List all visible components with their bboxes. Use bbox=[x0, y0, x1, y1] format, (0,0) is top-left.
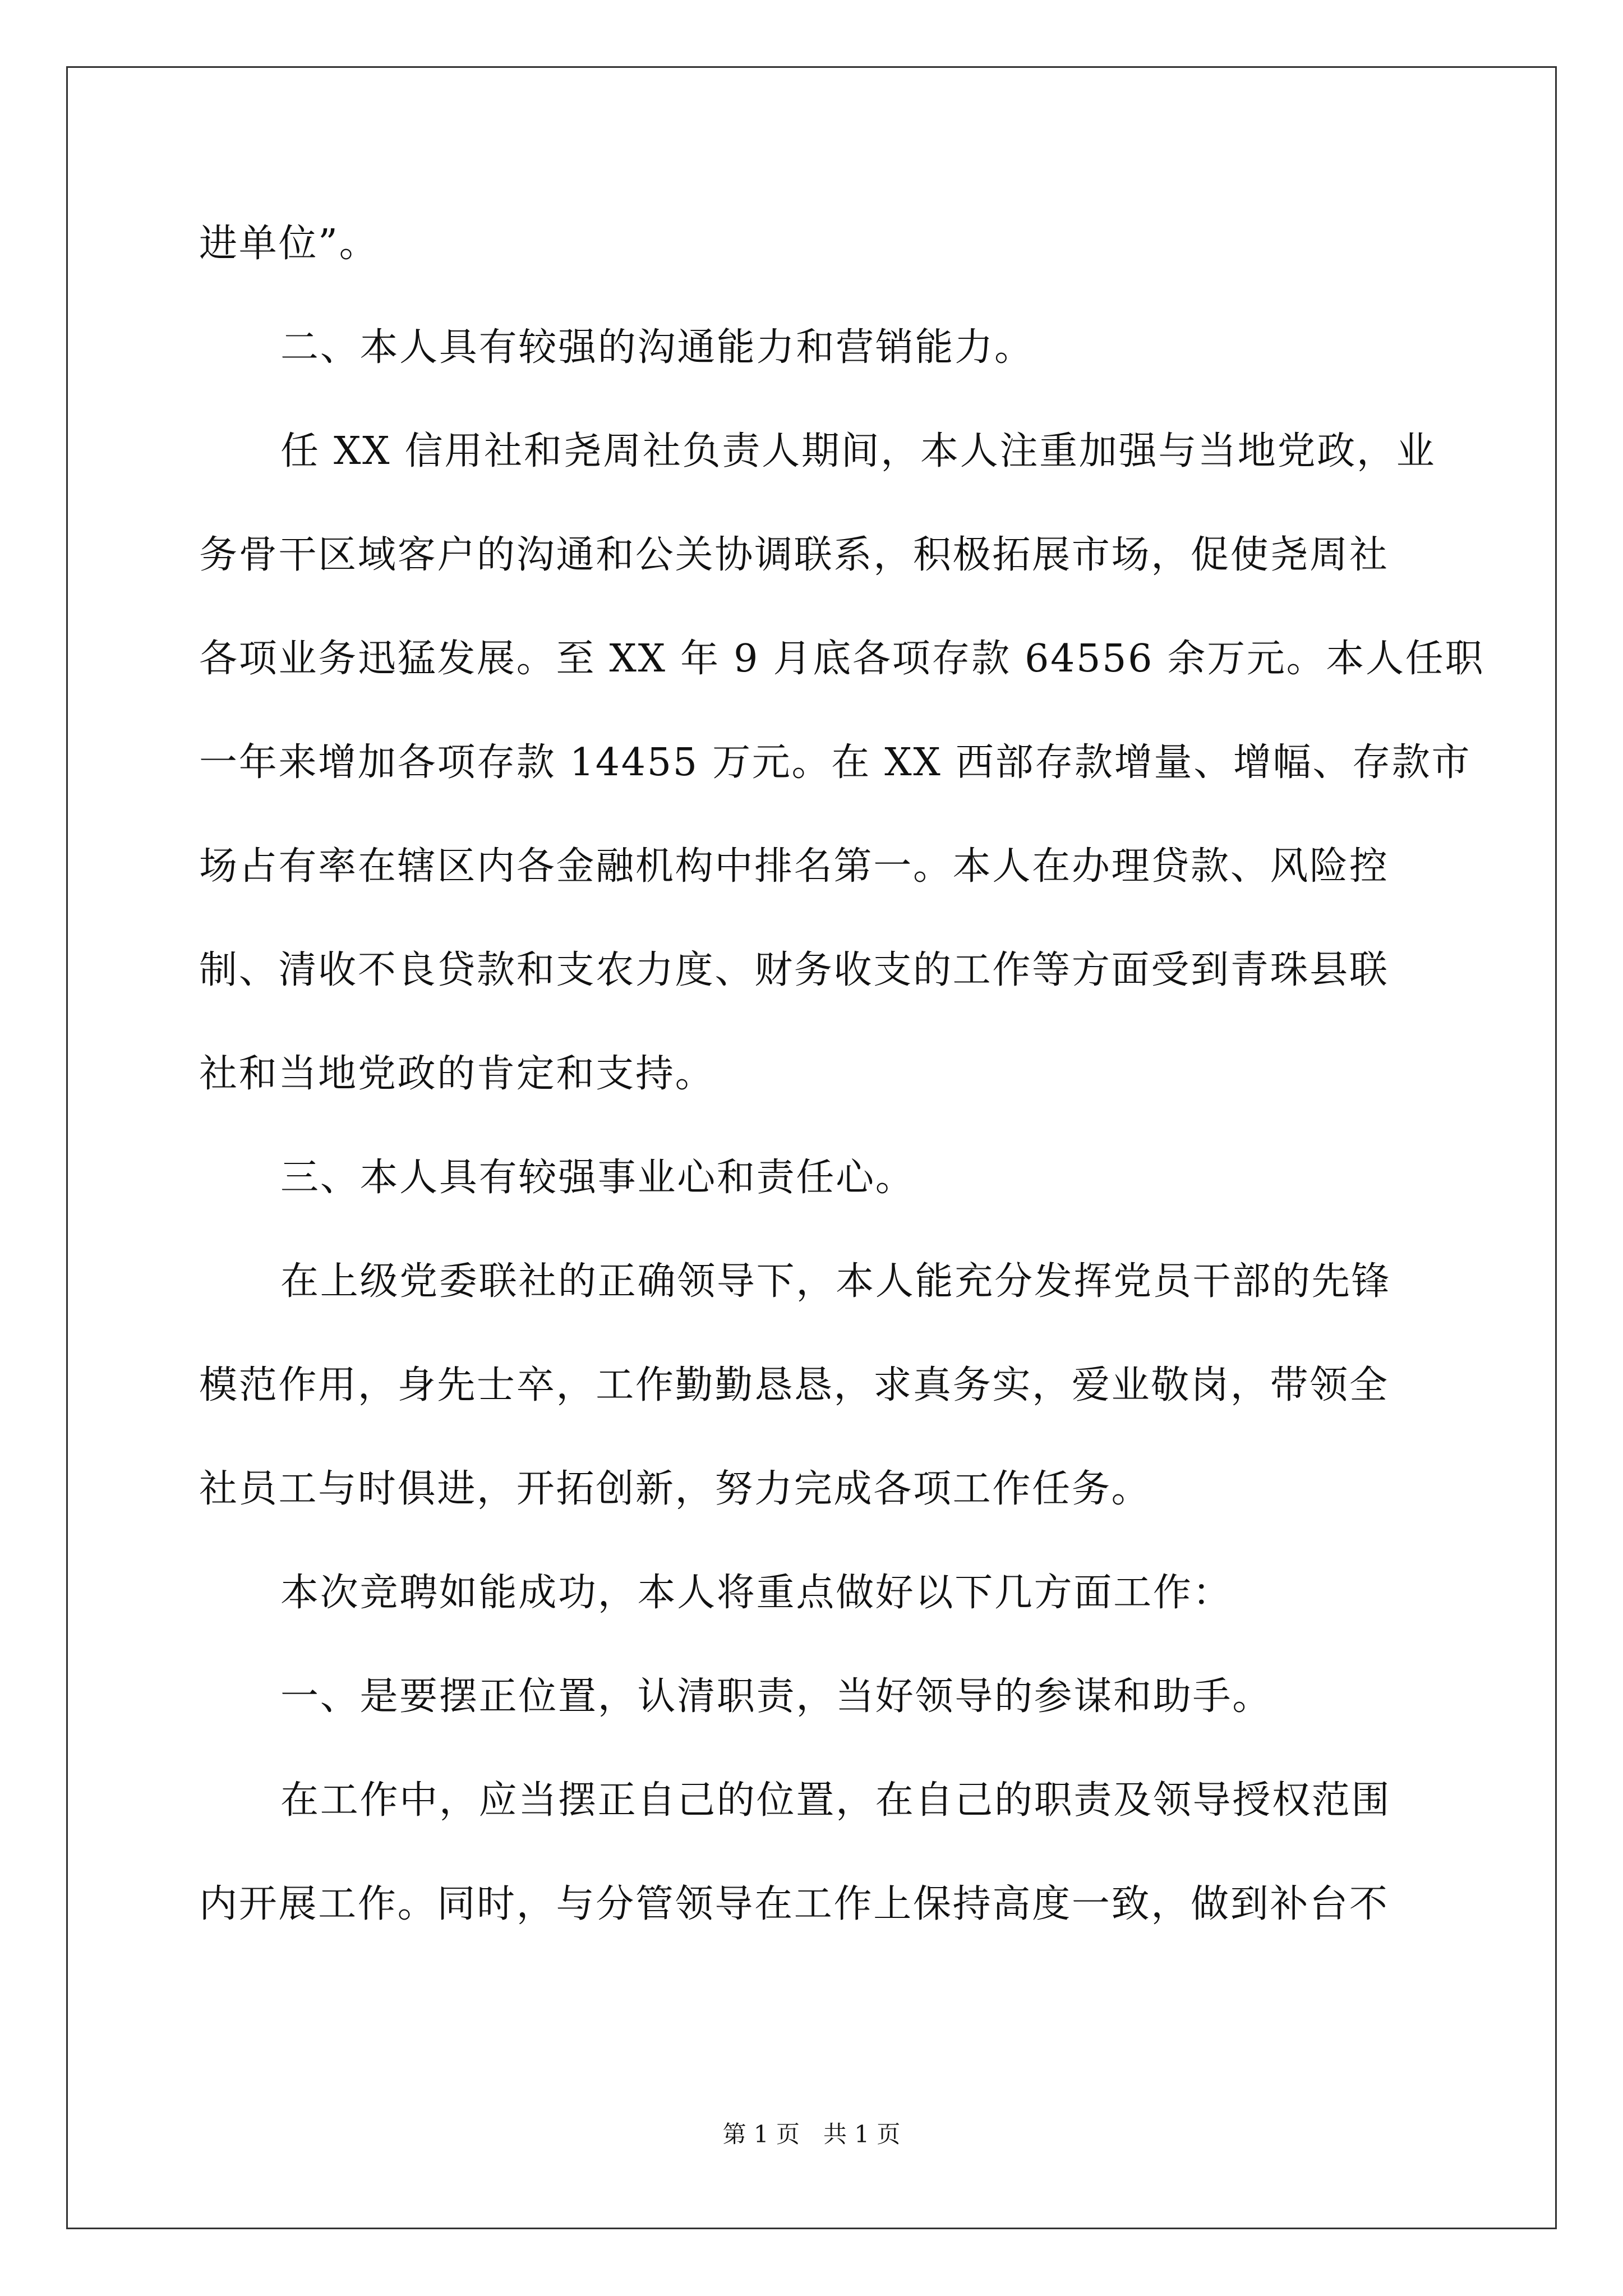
text-line: 在上级党委联社的正确领导下，本人能充分发挥党员干部的先锋 bbox=[280, 1259, 1391, 1304]
section-heading: 二、本人具有较强的沟通能力和营销能力。 bbox=[280, 325, 1034, 370]
text-line: 社员工与时俱进，开拓创新，努力完成各项工作任务。 bbox=[199, 1467, 1151, 1511]
text-line: 本次竞聘如能成功，本人将重点做好以下几方面工作： bbox=[280, 1571, 1233, 1615]
text-line: 任 XX 信用社和尧周社负责人期间，本人注重加强与当地党政，业 bbox=[280, 429, 1436, 473]
text-line: 进单位”。 bbox=[199, 222, 379, 266]
text-line: 一年来增加各项存款 14455 万元。在 XX 西部存款增量、增幅、存款市 bbox=[199, 740, 1472, 785]
text-line: 场占有率在辖区内各金融机构中排名第一。本人在办理贷款、风险控 bbox=[199, 844, 1389, 889]
text-line: 各项业务迅猛发展。至 XX 年 9 月底各项存款 64556 余万元。本人任职 bbox=[199, 637, 1485, 681]
page-footer: 第 1 页 共 1 页 bbox=[722, 2120, 901, 2148]
text-line: 社和当地党政的肯定和支持。 bbox=[199, 1052, 715, 1096]
section-heading: 三、本人具有较强事业心和责任心。 bbox=[280, 1156, 915, 1200]
text-line: 制、清收不良贷款和支农力度、财务收支的工作等方面受到青珠县联 bbox=[199, 948, 1389, 992]
section-heading: 一、是要摆正位置，认清职责，当好领导的参谋和助手。 bbox=[280, 1674, 1272, 1719]
text-line: 内开展工作。同时，与分管领导在工作上保持高度一致，做到补台不 bbox=[199, 1882, 1389, 1926]
text-line: 模范作用，身先士卒，工作勤勤恳恳，求真务实，爱业敬岗，带领全 bbox=[199, 1363, 1389, 1407]
text-line: 务骨干区域客户的沟通和公关协调联系，积极拓展市场，促使尧周社 bbox=[199, 533, 1389, 577]
text-line: 在工作中，应当摆正自己的位置，在自己的职责及领导授权范围 bbox=[280, 1778, 1391, 1823]
